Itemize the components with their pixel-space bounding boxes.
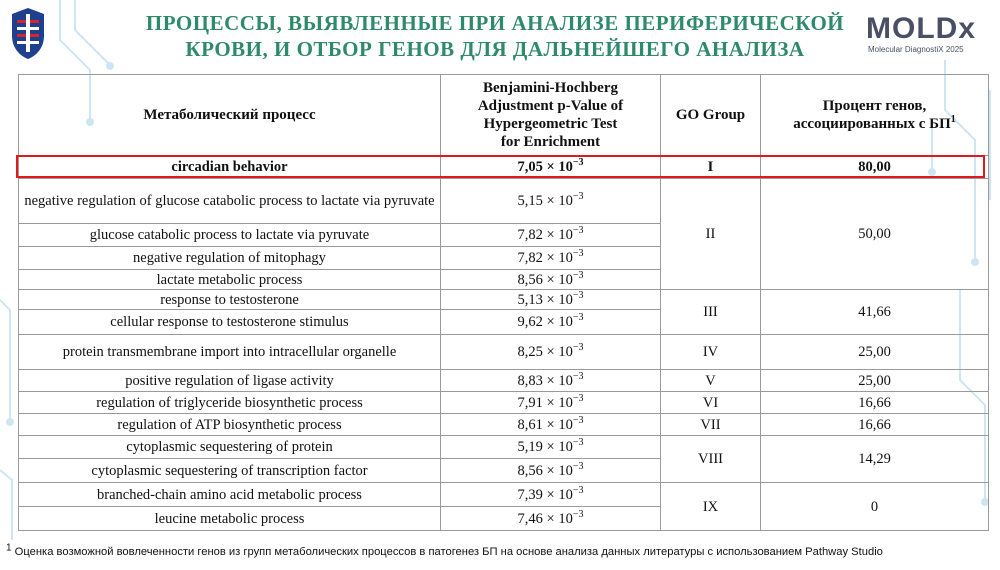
pvalue-times-ten: × 10 [542,271,573,288]
table-row [19,370,989,392]
go-group-cell: V [661,370,761,392]
header-go-group: GO Group [661,75,761,156]
process-cell: cytoplasmic sequestering of transcription factor [19,459,441,483]
go-group-cell: III [661,290,761,335]
slide-title-line-2: КРОВИ, И ОТБОР ГЕНОВ ДЛЯ ДАЛЬНЕЙШЕГО АНАЛИЗА [185,37,805,61]
pvalue-exponent: −3 [572,191,584,203]
pvalue-times-ten: × 10 [542,486,573,503]
pvalue-cell [441,483,661,507]
percent-cell: 0 [761,483,989,531]
percent-cell: 41,66 [761,290,989,335]
process-cell: regulation of triglyceride biosynthetic process [19,392,441,414]
pvalue-times-ten: × 10 [542,291,573,308]
pvalue-cell [441,290,661,310]
table-row [19,156,989,179]
go-group-cell: VII [661,414,761,436]
percent-cell: 16,66 [761,414,989,436]
process-cell: positive regulation of ligase activity [19,370,441,392]
pvalue-mantissa: 8,61 [517,416,543,433]
process-cell: negative regulation of glucose catabolic process to lactate via pyruvate [19,179,441,224]
percent-cell: 14,29 [761,436,989,483]
pvalue-cell [441,392,661,414]
process-cell: protein transmembrane import into intracellular organelle [19,335,441,370]
go-group-cell: VI [661,392,761,414]
pvalue-times-ten: × 10 [542,227,573,243]
percent-cell: 25,00 [761,370,989,392]
pvalue-times-ten: × 10 [542,344,573,360]
percent-cell: 25,00 [761,335,989,370]
table-header-row [19,75,989,156]
pvalue-exponent: −3 [572,484,584,496]
header-process: Метаболический процесс [19,75,441,156]
process-cell: circadian behavior [19,156,441,179]
slide-title-line-1: ПРОЦЕССЫ, ВЫЯВЛЕННЫЕ ПРИ АНАЛИЗЕ ПЕРИФЕРИЧЕСКОЙ [145,11,845,35]
pvalue-mantissa: 7,39 [517,486,543,503]
pvalue-exponent: −3 [572,414,584,426]
percent-cell: 50,00 [761,179,989,290]
header-pvalue-line: Adjustment p-Value of [477,98,624,114]
pvalue-mantissa: 7,82 [517,227,543,243]
go-group-cell: VIII [661,436,761,483]
header-percent-line [765,115,984,133]
go-group-cell: IX [661,483,761,531]
header-pvalue-line: Benjamini-Hochberg [483,80,618,96]
pvalue-exponent: −3 [572,269,584,281]
process-table [18,74,989,531]
pvalue-mantissa: 5,13 [517,291,543,308]
pvalue-exponent: −3 [572,437,584,449]
pvalue-cell [441,310,661,335]
pvalue-cell [441,247,661,270]
pvalue-exponent: −3 [572,392,584,404]
pvalue-times-ten: × 10 [542,439,573,455]
process-cell: glucose catabolic process to lactate via pyruvate [19,224,441,247]
pvalue-times-ten: × 10 [542,394,573,411]
pvalue-times-ten: × 10 [542,510,573,527]
process-cell: branched-chain amino acid metabolic process [19,483,441,507]
header-pvalue-line: for Enrichment [500,134,601,150]
pvalue-cell [441,459,661,483]
header-percent [761,75,989,156]
brand-name: MOLDx [866,12,976,45]
pvalue-times-ten: × 10 [542,193,573,209]
pvalue-mantissa: 7,46 [517,510,543,527]
pvalue-cell [441,270,661,290]
header-percent-line: Процент генов, [822,98,927,114]
process-cell: response to testosterone [19,290,441,310]
pvalue-exponent: −3 [572,248,584,260]
table-row [19,335,989,370]
pvalue-cell [441,224,661,247]
percent-cell: 80,00 [761,156,989,179]
pvalue-exponent: −3 [572,225,584,237]
process-cell: lactate metabolic process [19,270,441,290]
slide-title [80,10,910,62]
process-cell: cytoplasmic sequestering of protein [19,436,441,459]
pvalue-mantissa: 7,91 [517,394,543,411]
pvalue-cell [441,179,661,224]
pvalue-mantissa: 7,05 [517,159,543,175]
pvalue-exponent: −3 [572,157,584,169]
pvalue-exponent: −3 [572,460,584,472]
pvalue-times-ten: × 10 [542,462,573,479]
table-row [19,436,989,459]
pvalue-cell [441,370,661,392]
pvalue-cell [441,156,661,179]
pvalue-exponent: −3 [572,342,584,354]
pvalue-mantissa: 8,56 [517,462,543,479]
process-cell: negative regulation of mitophagy [19,247,441,270]
pvalue-times-ten: × 10 [542,372,573,389]
go-group-cell: II [661,179,761,290]
footnote [6,542,996,558]
pvalue-mantissa: 8,56 [517,271,543,288]
process-cell: cellular response to testosterone stimulus [19,310,441,335]
table-row [19,179,989,224]
go-group-cell: I [661,156,761,179]
pvalue-mantissa: 8,25 [517,344,543,360]
pvalue-exponent: −3 [572,312,584,324]
pvalue-cell [441,507,661,531]
percent-cell: 16,66 [761,392,989,414]
pvalue-times-ten: × 10 [542,159,573,175]
pvalue-cell [441,335,661,370]
pvalue-times-ten: × 10 [542,250,573,266]
pvalue-mantissa: 9,62 [517,314,543,330]
table-row [19,290,989,310]
process-cell: regulation of ATP biosynthetic process [19,414,441,436]
pvalue-mantissa: 7,82 [517,250,543,266]
pvalue-mantissa: 5,15 [517,193,543,209]
process-cell: leucine metabolic process [19,507,441,531]
table-row [19,414,989,436]
table-row [19,483,989,507]
pvalue-mantissa: 5,19 [517,439,543,455]
go-group-cell: IV [661,335,761,370]
pvalue-mantissa: 8,83 [517,372,543,389]
pvalue-exponent: −3 [572,370,584,382]
institution-emblem-icon [8,6,48,60]
header-pvalue-line: Hypergeometric Test [483,116,618,132]
pvalue-times-ten: × 10 [542,314,573,330]
footnote-text: Оценка возможной вовлеченности генов из групп метаболических процессов в патогенез БП на основе анализа данных литературы с использованием Pathway Studio [11,546,883,558]
pvalue-cell [441,436,661,459]
pvalue-exponent: −3 [572,508,584,520]
pvalue-exponent: −3 [572,289,584,301]
pvalue-cell [441,414,661,436]
header-pvalue [441,75,661,156]
table-row [19,392,989,414]
footnote-mark: 1 [6,542,12,554]
header-percent-text: ассоциированных с БП [793,116,951,132]
pvalue-times-ten: × 10 [542,416,573,433]
footnote-ref: 1 [950,114,956,125]
brand-subtitle: Molecular DiagnostiX 2025 [868,45,964,54]
